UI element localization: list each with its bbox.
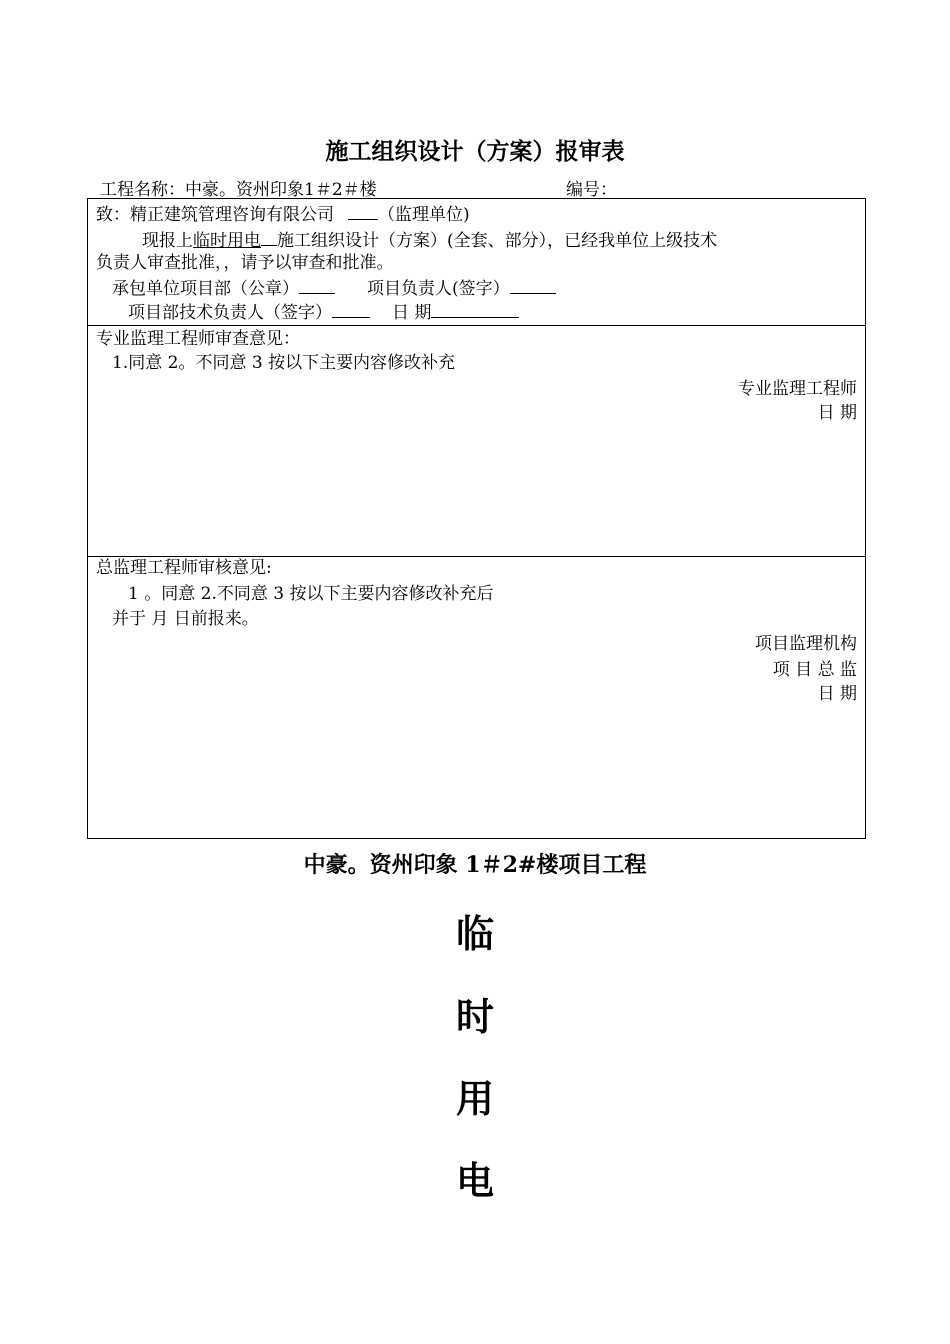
engineer-review-section	[87, 325, 866, 557]
addressee-suffix: （监理单位)	[378, 205, 470, 225]
chief-sign-role: 项 目 总 监	[772, 660, 857, 680]
signature-line-1	[112, 275, 556, 301]
chief-review-options: 1 。同意 2.不同意 3 按以下主要内容修改补充后	[128, 584, 494, 604]
addressee-blank	[348, 201, 378, 220]
cover-char-1: 临	[455, 911, 494, 956]
chief-review-heading: 总监理工程师审核意见:	[96, 558, 272, 578]
engineer-sign-role: 专业监理工程师	[738, 379, 857, 399]
signature-line-2	[128, 299, 519, 325]
pm-signature-blank	[510, 275, 556, 294]
cover-project-title: 中豪。资州印象 1＃2#楼项目工程	[303, 852, 647, 878]
engineer-sign-date: 日 期	[817, 403, 857, 423]
form-title: 施工组织设计（方案）报审表	[325, 138, 625, 165]
tech-label: 项目部技术负责人（签字）	[128, 303, 332, 323]
cover-char-2: 时	[455, 994, 494, 1039]
submit-item-blank	[261, 227, 277, 246]
submit-prefix: 现报上	[142, 231, 193, 251]
submit-line	[142, 227, 717, 253]
submission-section	[87, 198, 866, 326]
engineer-review-heading: 专业监理工程师审查意见：	[96, 329, 300, 349]
engineer-review-options: 1.同意 2。不同意 3 按以下主要内容修改补充	[112, 353, 456, 373]
contractor-label: 承包单位项目部（公章）	[112, 279, 299, 299]
addressee: 致：精正建筑管理咨询有限公司	[96, 205, 334, 225]
addressee-line	[96, 201, 470, 227]
chief-review-section	[87, 556, 866, 839]
cover-char-4: 电	[455, 1158, 494, 1203]
cover-char-3: 用	[455, 1076, 494, 1121]
submit-line-2: 负责人审查批准，，请予以审查和批准。	[96, 253, 394, 273]
chief-review-deadline: 并于 月 日前报来。	[112, 609, 259, 629]
chief-sign-date: 日 期	[817, 684, 857, 704]
submit-suffix: 施工组织设计（方案）(全套、部分），已经我单位上级技术	[277, 231, 718, 251]
tech-signature-blank	[332, 299, 370, 318]
pm-label: 项目负责人(签字）	[367, 279, 510, 299]
contractor-seal-blank	[299, 275, 335, 294]
chief-sign-org: 项目监理机构	[755, 634, 857, 654]
submit-item: 临时用电	[193, 231, 261, 251]
form-number: 编号：	[566, 180, 617, 200]
date-blank	[431, 299, 519, 318]
date-label: 日 期	[392, 303, 432, 323]
project-name: 工程名称：中豪。资州印象1＃2＃楼	[100, 180, 377, 200]
